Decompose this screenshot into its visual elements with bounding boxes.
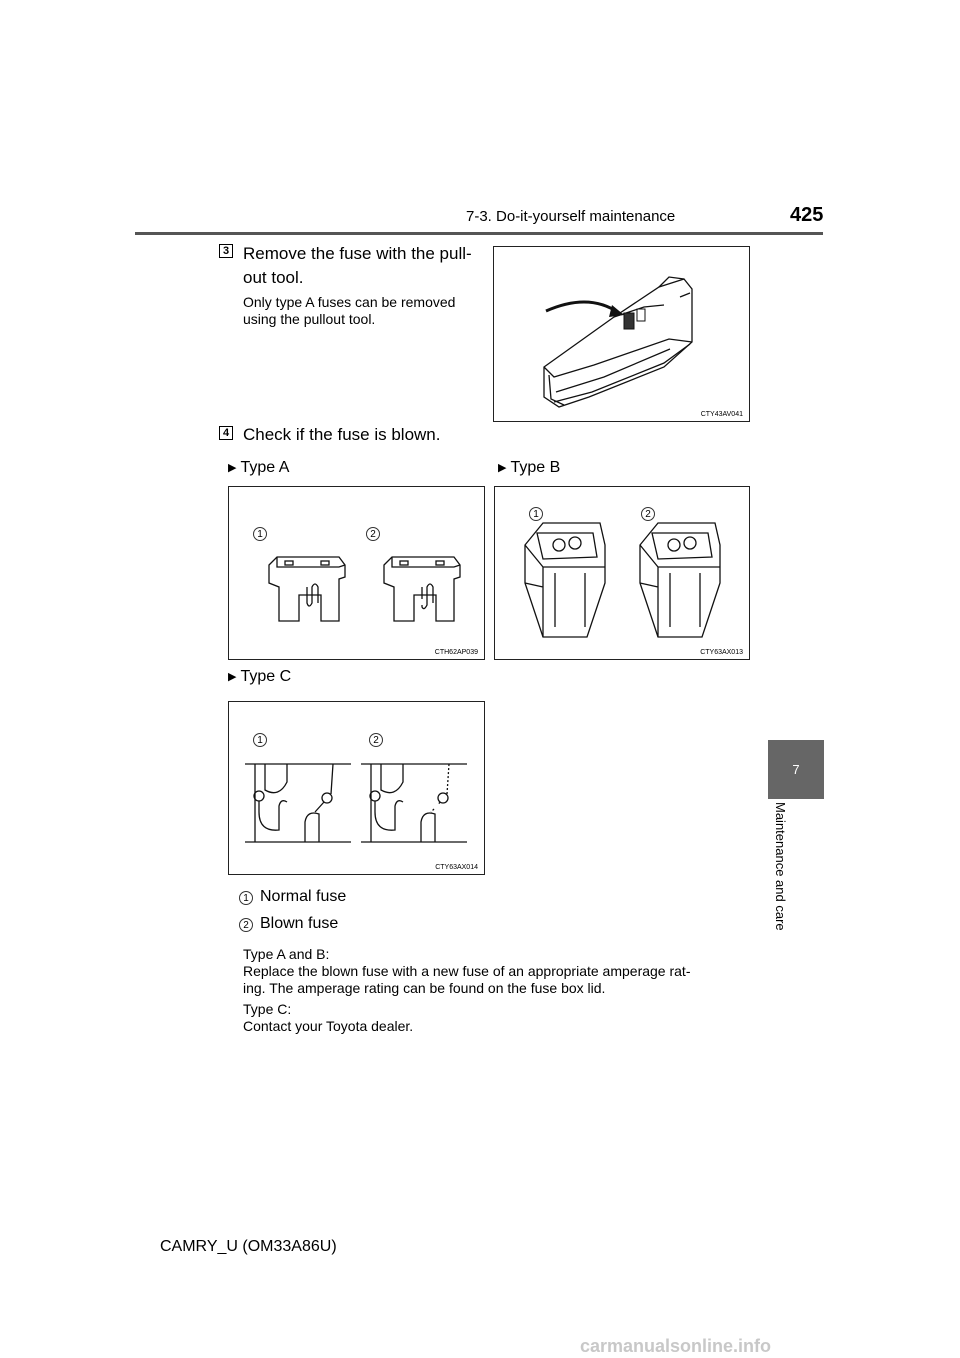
callout-1: 1 (529, 507, 543, 521)
section-title: 7-3. Do-it-yourself maintenance (466, 208, 676, 225)
chapter-tab[interactable]: 7 (768, 740, 824, 798)
chapter-tab-divider (768, 798, 824, 799)
figure-code: CTY63AX013 (700, 649, 743, 656)
chapter-label-text: Maintenance and care (773, 802, 788, 931)
type-c-fuses-illustration (229, 702, 484, 874)
type-c-heading (228, 668, 291, 686)
step-3-line-1: Remove the fuse with the pull- (243, 244, 472, 263)
type-ab-title: Type A and B: (243, 946, 330, 962)
triangle-right-icon: ▶ (498, 462, 507, 474)
figure-code: CTY43AV041 (700, 411, 743, 418)
step-4-text: Check if the fuse is blown. (243, 425, 441, 444)
callout-2: 2 (641, 507, 655, 521)
step-4-badge: 4 (219, 426, 233, 440)
type-a-figure (228, 486, 485, 660)
step-3-note-line-2: using the pullout tool. (243, 311, 376, 327)
pullout-tool-icon (624, 313, 634, 329)
step-3-note-line-1: Only type A fuses can be removed (243, 294, 456, 310)
pullout-tool-figure (493, 246, 750, 422)
type-b-label: Type B (510, 459, 561, 476)
legend-number-2: 2 (239, 918, 253, 932)
chapter-label (773, 802, 806, 972)
type-a-label: Type A (240, 459, 290, 476)
callout-1: 1 (253, 733, 267, 747)
legend-blown-fuse: Blown fuse (260, 915, 339, 932)
type-b-heading (498, 459, 560, 477)
callout-2: 2 (369, 733, 383, 747)
triangle-right-icon: ▶ (228, 462, 237, 474)
model-code: CAMRY_U (OM33A86U) (160, 1238, 337, 1255)
type-b-fuses-illustration (495, 487, 749, 659)
callout-2: 2 (366, 527, 380, 541)
step-3-line-2: out tool. (243, 268, 304, 287)
figure-code: CTH62AP039 (434, 649, 478, 656)
type-ab-line-2: ing. The amperage rating can be found on the fuse box lid. (243, 980, 606, 996)
type-c-line-1: Contact your Toyota dealer. (243, 1018, 414, 1034)
type-ab-line-1: Replace the blown fuse with a new fuse of an appropriate amperage rat- (243, 963, 691, 979)
page-number: 425 (790, 204, 824, 226)
type-a-fuses-illustration (229, 487, 484, 659)
type-b-figure (494, 486, 750, 660)
fuse-box-illustration (494, 247, 749, 421)
type-a-heading (228, 459, 289, 477)
type-c-label: Type C (240, 668, 292, 685)
triangle-right-icon: ▶ (228, 671, 237, 683)
callout-1: 1 (253, 527, 267, 541)
header-rule (135, 232, 823, 235)
type-c-figure (228, 701, 485, 875)
type-c-title: Type C: (243, 1001, 292, 1017)
watermark: carmanualsonline.info (580, 1336, 772, 1356)
step-3-badge: 3 (219, 244, 233, 258)
legend-number-1: 1 (239, 891, 253, 905)
figure-code: CTY63AX014 (435, 864, 478, 871)
arrow-icon (546, 302, 619, 313)
legend-normal-fuse: Normal fuse (260, 888, 347, 905)
